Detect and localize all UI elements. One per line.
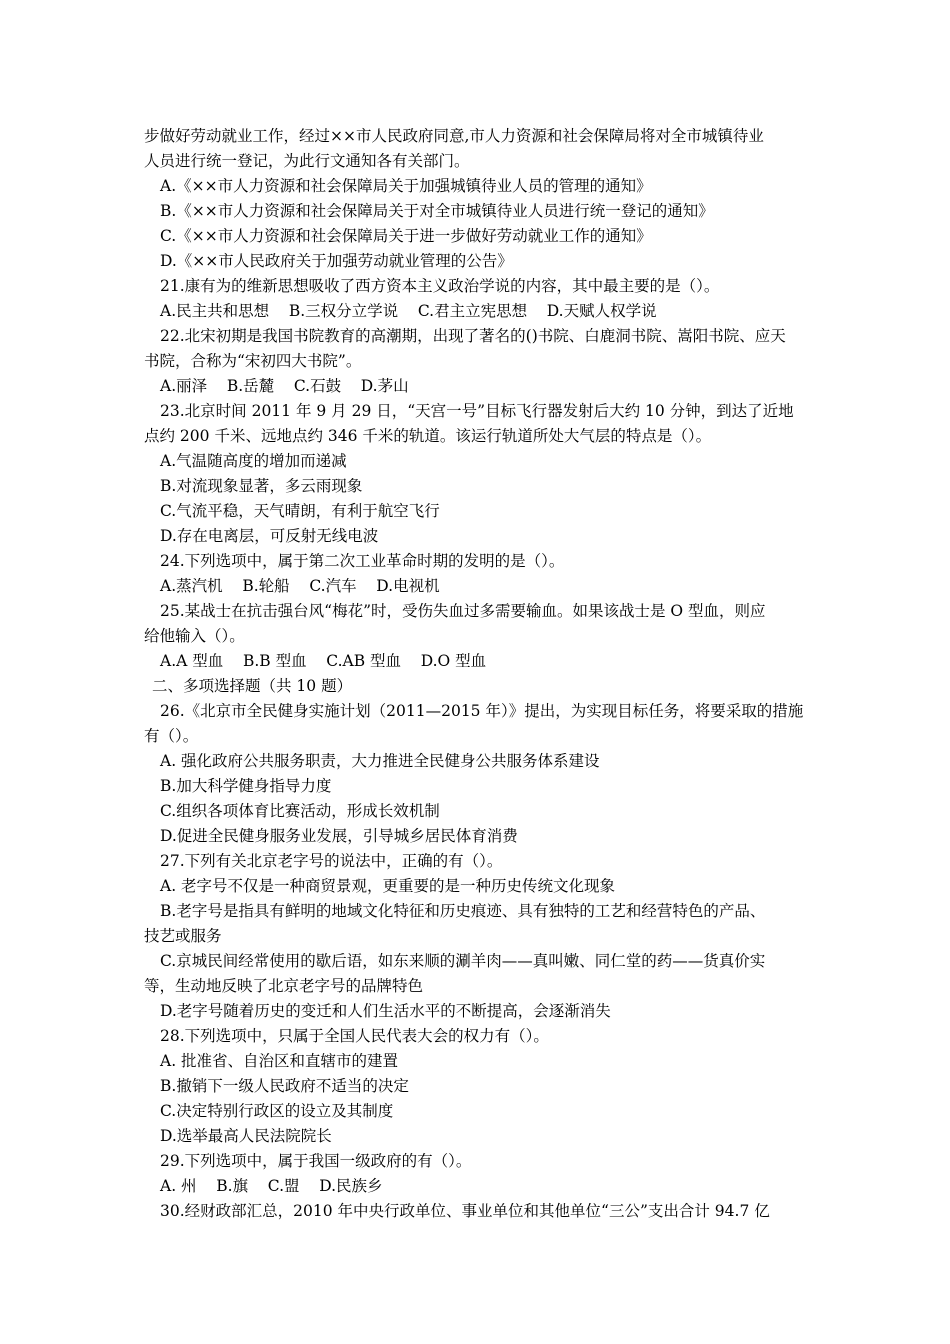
question-26-cont: 有（）。 bbox=[144, 727, 199, 745]
question-24: 24.下列选项中，属于第二次工业革命时期的发明的是（）。 bbox=[160, 552, 565, 570]
question-29-options: A. 州 B.旗 C.盟 D.民族乡 bbox=[160, 1177, 383, 1195]
question-21-options: A.民主共和思想 B.三权分立学说 C.君主立宪思想 D.天赋人权学说 bbox=[160, 302, 657, 320]
text-line-2: 人员进行统一登记，为此行文通知各有关部门。 bbox=[144, 152, 470, 170]
question-24-options: A.蒸汽机 B.轮船 C.汽车 D.电视机 bbox=[160, 577, 440, 595]
question-26: 26.《北京市全民健身实施计划（2011—2015 年）》提出，为实现目标任务，将要采取的措施 bbox=[160, 702, 804, 720]
option-b-text: B.《××市人力资源和社会保障局关于对全市城镇待业人员进行统一登记的通知》 bbox=[160, 202, 714, 220]
question-25: 25.某战士在抗击强台风“梅花”时，受伤失血过多需要输血。如果该战士是 O 型血，则应 bbox=[160, 602, 766, 620]
text-line-1: 步做好劳动就业工作，经过××市人民政府同意,市人力资源和社会保障局将对全市城镇待业 bbox=[144, 127, 764, 145]
question-22: 22.北宋初期是我国书院教育的高潮期，出现了著名的()书院、白鹿洞书院、嵩阳书院、应天 bbox=[160, 327, 786, 345]
question-23-option-d: D.存在电离层，可反射无线电波 bbox=[160, 527, 379, 545]
document-body bbox=[144, 124, 808, 1224]
question-27-option-d: D.老字号随着历史的变迁和人们生活水平的不断提高，会逐渐消失 bbox=[160, 1002, 611, 1020]
question-28-option-b: B.撤销下一级人民政府不适当的决定 bbox=[160, 1077, 409, 1095]
question-25-cont: 给他输入（）。 bbox=[144, 627, 245, 645]
question-27-option-b-cont: 技艺或服务 bbox=[144, 927, 222, 945]
question-21: 21.康有为的维新思想吸收了西方资本主义政治学说的内容，其中最主要的是（）。 bbox=[160, 277, 720, 295]
question-28-option-a: A. 批准省、自治区和直辖市的建置 bbox=[160, 1052, 399, 1070]
question-28: 28.下列选项中，只属于全国人民代表大会的权力有（）。 bbox=[160, 1027, 549, 1045]
question-27-option-c-cont: 等，生动地反映了北京老字号的品牌特色 bbox=[144, 977, 424, 995]
section-heading-multiple-choice: 二、多项选择题（共 10 题） bbox=[152, 677, 353, 695]
question-23-option-b: B.对流现象显著，多云雨现象 bbox=[160, 477, 363, 495]
question-28-option-c: C.决定特别行政区的设立及其制度 bbox=[160, 1102, 394, 1120]
question-26-option-a: A. 强化政府公共服务职责，大力推进全民健身公共服务体系建设 bbox=[160, 752, 600, 770]
option-c-text: C.《××市人力资源和社会保障局关于进一步做好劳动就业工作的通知》 bbox=[160, 227, 652, 245]
question-27-option-a: A. 老字号不仅是一种商贸景观，更重要的是一种历史传统文化现象 bbox=[160, 877, 616, 895]
question-30: 30.经财政部汇总，2010 年中央行政单位、事业单位和其他单位“三公”支出合计 94.7 亿 bbox=[160, 1202, 770, 1220]
question-22-cont: 书院，合称为“宋初四大书院”。 bbox=[144, 352, 362, 370]
question-29: 29.下列选项中，属于我国一级政府的有（）。 bbox=[160, 1152, 472, 1170]
option-a-text: A.《××市人力资源和社会保障局关于加强城镇待业人员的管理的通知》 bbox=[160, 177, 652, 195]
question-27-option-c: C.京城民间经常使用的歇后语，如东来顺的涮羊肉——真叫嫩、同仁堂的药——货真价实 bbox=[160, 952, 766, 970]
question-26-option-c: C.组织各项体育比赛活动，形成长效机制 bbox=[160, 802, 440, 820]
option-d-text: D.《××市人民政府关于加强劳动就业管理的公告》 bbox=[160, 252, 513, 270]
question-26-option-b: B.加大科学健身指导力度 bbox=[160, 777, 332, 795]
question-23-cont: 点约 200 千米、远地点约 346 千米的轨道。该运行轨道所处大气层的特点是（）。 bbox=[144, 427, 712, 445]
question-26-option-d: D.促进全民健身服务业发展，引导城乡居民体育消费 bbox=[160, 827, 518, 845]
question-23: 23.北京时间 2011 年 9 月 29 日，“天宫一号”目标飞行器发射后大约 10 分钟，到达了近地 bbox=[160, 402, 794, 420]
question-23-option-c: C.气流平稳，天气晴朗，有利于航空飞行 bbox=[160, 502, 440, 520]
question-27: 27.下列有关北京老字号的说法中，正确的有（）。 bbox=[160, 852, 503, 870]
question-28-option-d: D.选举最高人民法院院长 bbox=[160, 1127, 332, 1145]
question-27-option-b: B.老字号是指具有鲜明的地域文化特征和历史痕迹、具有独特的工艺和经营特色的产品、 bbox=[160, 902, 766, 920]
question-22-options: A.丽泽 B.岳麓 C.石鼓 D.茅山 bbox=[160, 377, 409, 395]
question-23-option-a: A.气温随高度的增加而递减 bbox=[160, 452, 347, 470]
question-25-options: A.A 型血 B.B 型血 C.AB 型血 D.O 型血 bbox=[160, 652, 487, 670]
